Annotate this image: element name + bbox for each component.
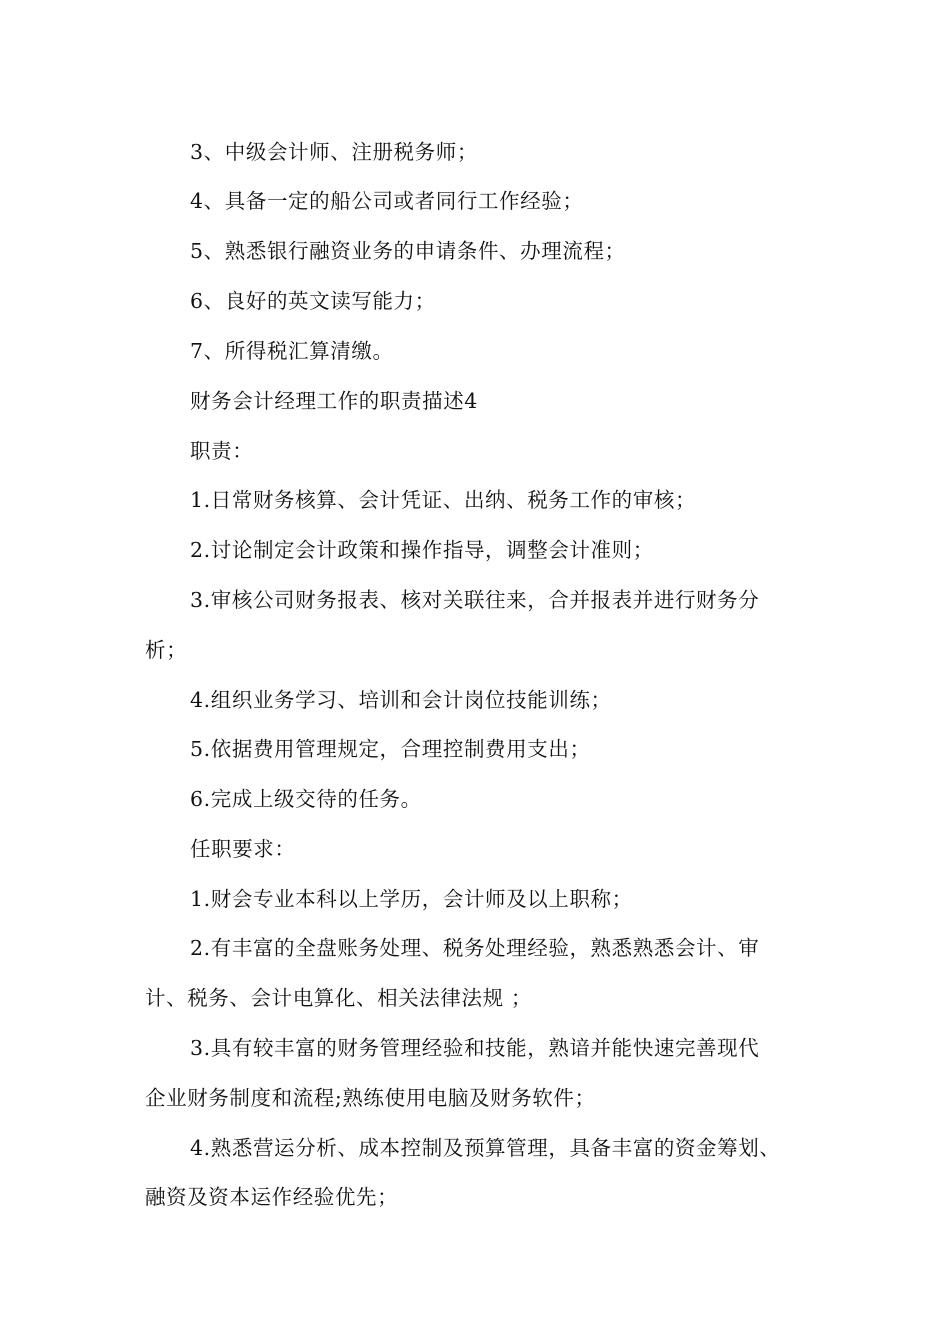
text-line: 5、熟悉银行融资业务的申请条件、办理流程； bbox=[190, 239, 626, 263]
text-line: 2.讨论制定会计政策和操作指导，调整会计准则； bbox=[190, 538, 654, 562]
text-line: 企业财务制度和流程;熟练使用电脑及财务软件； bbox=[145, 1086, 596, 1110]
text-line: 3、中级会计师、注册税务师； bbox=[190, 140, 478, 164]
text-line: 6.完成上级交待的任务。 bbox=[190, 787, 422, 811]
text-line: 1.日常财务核算、会计凭证、出纳、税务工作的审核； bbox=[190, 488, 697, 512]
text-line: 计、税务、会计电算化、相关法律法规 ； bbox=[145, 986, 532, 1010]
section-heading: 财务会计经理工作的职责描述4 bbox=[190, 389, 478, 413]
text-line: 1.财会专业本科以上学历，会计师及以上职称； bbox=[190, 887, 633, 911]
subheading-requirements: 任职要求： bbox=[190, 837, 296, 861]
text-line: 融资及资本运作经验优先； bbox=[145, 1185, 399, 1209]
text-line: 7、所得税汇算清缴。 bbox=[190, 339, 394, 363]
text-line: 3.具有较丰富的财务管理经验和技能，熟谙并能快速完善现代 bbox=[190, 1036, 760, 1060]
text-line: 6、良好的英文读写能力； bbox=[190, 289, 436, 313]
subheading-duties: 职责： bbox=[190, 439, 254, 463]
text-line: 2.有丰富的全盘账务处理、税务处理经验，熟悉熟悉会计、审 bbox=[190, 936, 760, 960]
text-line: 4.组织业务学习、培训和会计岗位技能训练； bbox=[190, 688, 612, 712]
text-line: 4、具备一定的船公司或者同行工作经验； bbox=[190, 189, 584, 213]
text-line: 析； bbox=[145, 638, 188, 662]
text-line: 5.依据费用管理规定，合理控制费用支出； bbox=[190, 737, 591, 761]
text-line: 3.审核公司财务报表、核对关联往来，合并报表并进行财务分 bbox=[190, 588, 760, 612]
text-line: 4.熟悉营运分析、成本控制及预算管理，具备丰富的资金筹划、 bbox=[190, 1136, 781, 1160]
